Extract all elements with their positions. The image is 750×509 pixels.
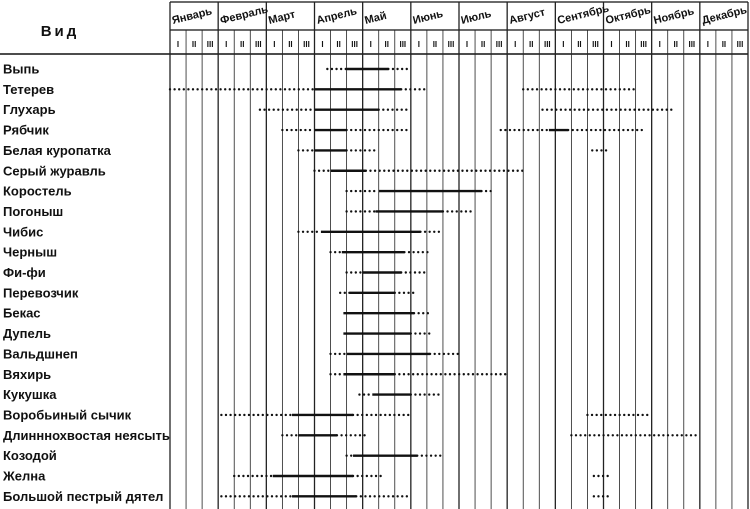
species-label: Бекас — [3, 305, 41, 321]
species-label: Чибис — [3, 224, 44, 240]
decade-label: III — [399, 40, 407, 49]
species-label: Фи-фи — [3, 265, 46, 280]
species-label: Козодой — [3, 448, 57, 464]
decade-label: I — [225, 40, 228, 49]
decade-label: II — [721, 40, 727, 49]
month-label: Август — [507, 6, 547, 27]
decade-label: II — [240, 40, 245, 49]
species-label: Кукушка — [3, 387, 57, 403]
decade-label: III — [592, 40, 599, 49]
decade-label: I — [417, 40, 420, 49]
month-label: Октябрь — [604, 4, 653, 27]
decade-label: III — [495, 40, 503, 49]
species-labels — [2, 62, 170, 504]
decade-label: III — [688, 40, 696, 49]
decade-label: I — [176, 40, 180, 49]
decade-label: I — [610, 40, 613, 49]
decade-label: II — [529, 40, 534, 49]
month-label: Сентябрь — [556, 2, 611, 27]
decade-label: II — [191, 40, 197, 49]
species-label: Длинннохвостая неясыть — [3, 427, 170, 443]
decade-label: I — [369, 40, 372, 49]
decade-label: II — [288, 40, 293, 49]
decade-label: I — [321, 40, 324, 49]
species-label: Черныш — [3, 244, 58, 260]
species-label: Белая куропатка — [3, 142, 111, 158]
decade-label: II — [384, 40, 389, 49]
decade-label: III — [351, 40, 358, 49]
species-label: Коростель — [3, 183, 72, 199]
species-label: Выпь — [3, 61, 40, 77]
decade-labels — [177, 40, 743, 49]
species-label: Серый журавль — [3, 163, 106, 179]
month-label: Апрель — [315, 5, 359, 27]
species-label: Погоныш — [3, 203, 64, 219]
decade-label: III — [543, 40, 551, 49]
species-label: Тетерев — [3, 81, 55, 97]
decade-label: III — [206, 40, 214, 49]
period-marks — [170, 69, 697, 496]
month-label: Ноябрь — [652, 5, 696, 27]
decade-label: III — [640, 40, 647, 49]
month-label: Декабрь — [700, 4, 749, 27]
decade-label: I — [658, 40, 661, 49]
species-column-header: Вид — [40, 23, 80, 40]
decade-label: II — [432, 40, 438, 49]
decade-label: I — [465, 40, 469, 49]
decade-label: II — [336, 40, 341, 49]
month-label: Май — [363, 9, 388, 27]
decade-label: III — [303, 40, 310, 49]
month-label: Январь — [170, 5, 214, 27]
decade-label: I — [562, 40, 565, 49]
species-label: Глухарь — [3, 102, 56, 118]
month-label: Февраль — [218, 3, 270, 27]
decade-label: III — [254, 40, 262, 49]
species-label: Желна — [3, 468, 46, 484]
month-label: Март — [267, 8, 297, 27]
month-label: Июнь — [411, 7, 445, 27]
decade-label: II — [577, 40, 582, 49]
species-label: Перевозчик — [3, 285, 79, 301]
decade-label: III — [736, 40, 744, 49]
decade-label: I — [514, 40, 517, 49]
species-label: Большой пестрый дятел — [3, 488, 164, 504]
species-label: Вальдшнеп — [3, 346, 78, 362]
species-label: Дупель — [3, 326, 51, 342]
decade-label: I — [273, 40, 276, 49]
decade-label: I — [706, 40, 709, 49]
decade-label: II — [625, 40, 630, 49]
month-label: Июль — [459, 7, 493, 27]
species-label: Рябчик — [3, 122, 49, 138]
species-label: Воробьиный сычик — [3, 407, 132, 423]
decade-label: III — [447, 40, 455, 49]
species-label: Вяхирь — [3, 366, 52, 382]
decade-label: II — [673, 40, 678, 49]
decade-label: II — [480, 40, 486, 49]
